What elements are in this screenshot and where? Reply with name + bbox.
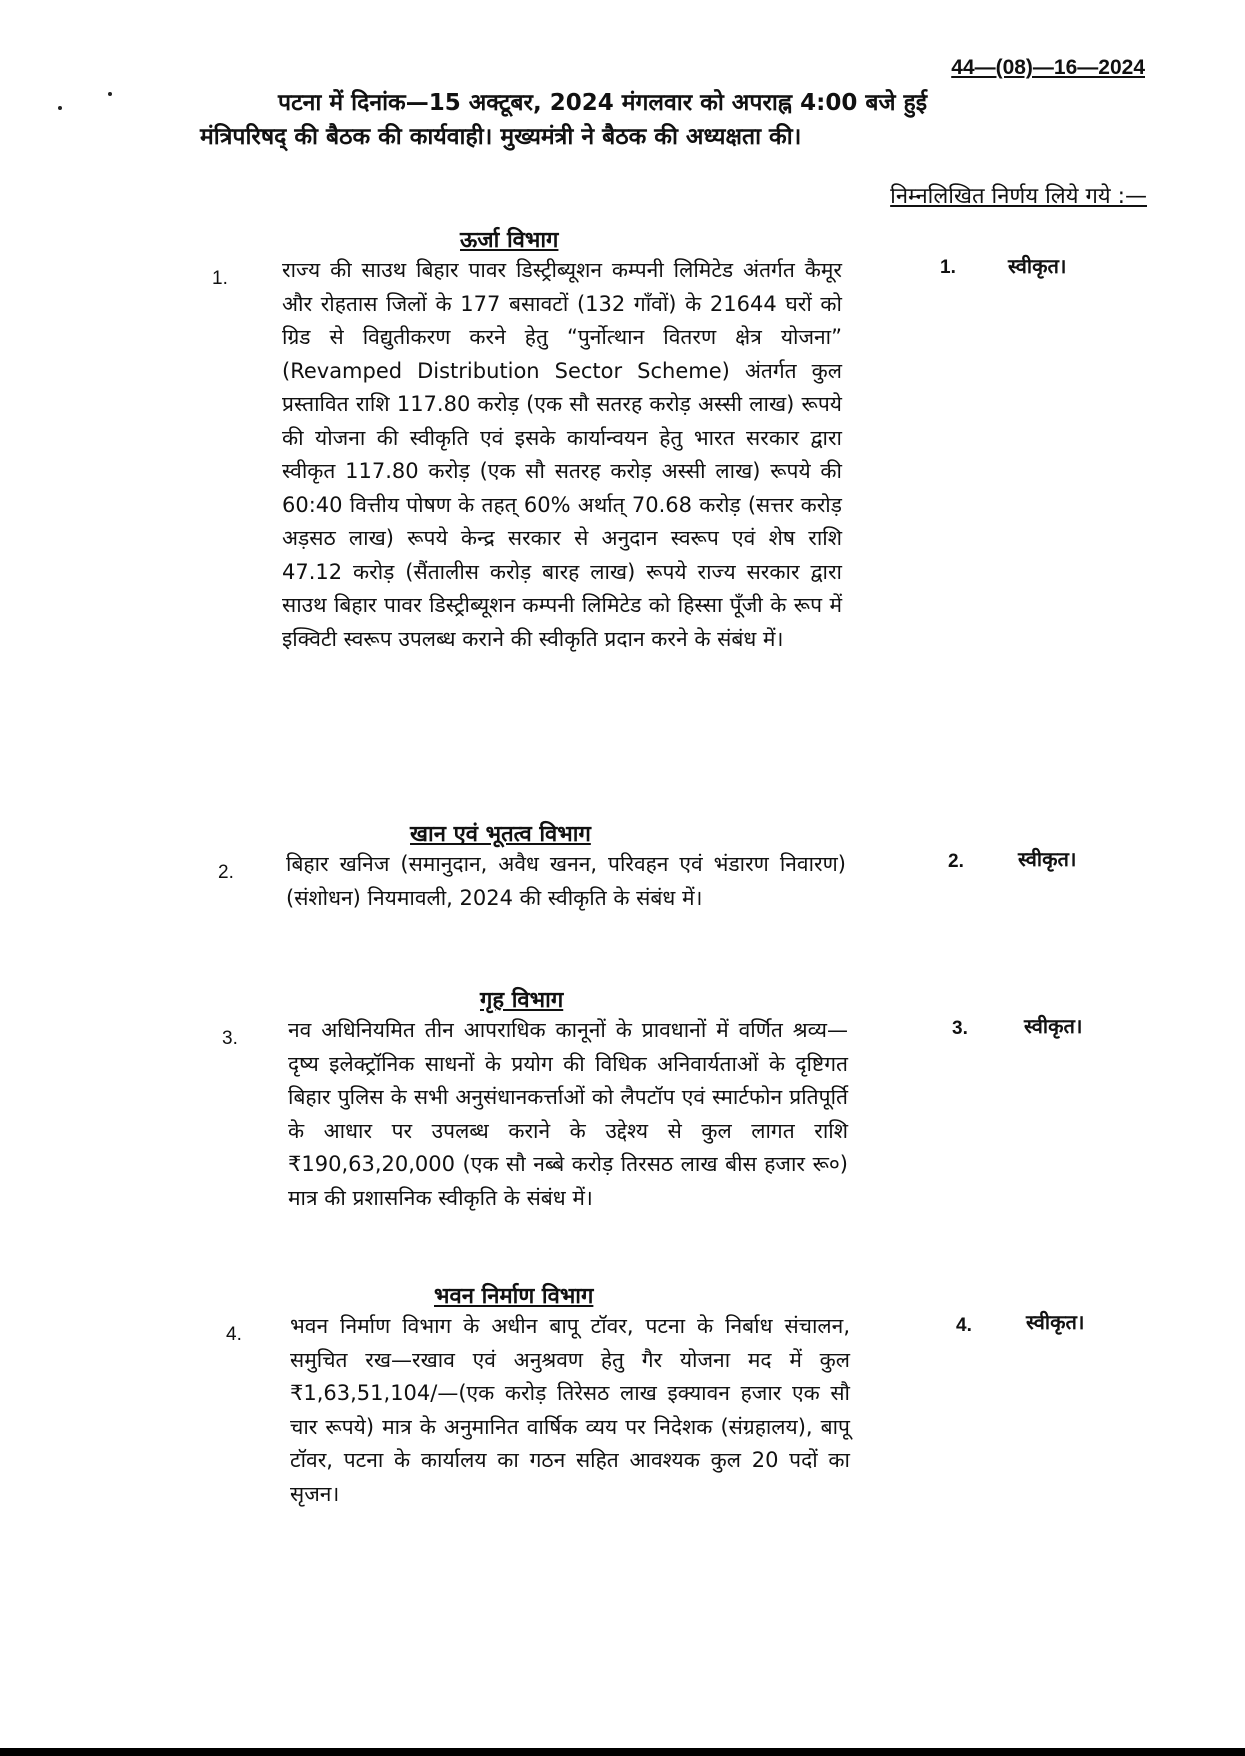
department-title: गृह विभाग — [480, 988, 564, 1013]
item-text: नव अधिनियमित तीन आपराधिक कानूनों के प्रावधानों में वर्णित श्रव्य—दृष्य इलेक्ट्रॉनिक साधनों के प्रयोग की विधिक अनिवार्यताओं के दृष्टिगत बिहार पुलिस के सभी अनुसंधानकर्त्ताओं को लैपटॉप एवं स्मार्टफोन प्रतिपूर्ति के आधार पर उपलब्ध कराने के उद्देश्य से कुल लागत राशि ₹190,63,20,000 (एक सौ नब्बे करोड़ तिरसठ लाख बीस हजार रू०) मात्र की प्रशासनिक स्वीकृति के संबंध में। — [288, 1018, 848, 1210]
scan-speck — [108, 92, 112, 96]
status-label: स्वीकृत। — [1024, 1014, 1083, 1038]
status-number: 3. — [952, 1018, 968, 1039]
decisions-heading: निम्नलिखित निर्णय लिये गये :— — [890, 184, 1147, 209]
scan-bottom-edge — [0, 1748, 1245, 1756]
item-text: बिहार खनिज (समानुदान, अवैध खनन, परिवहन एवं भंडारण निवारण) (संशोधन) नियमावली, 2024 की स्वीकृति के संबंध में। — [286, 852, 846, 910]
status-number: 2. — [948, 851, 964, 872]
meeting-header-line-1: पटना में दिनांक—15 अक्टूबर, 2024 मंगलवार को अपराह्न 4:00 बजे हुई — [278, 90, 928, 116]
status-label: स्वीकृत। — [1026, 1310, 1085, 1334]
item-number: 1. — [212, 268, 228, 289]
status-label: स्वीकृत। — [1018, 847, 1077, 871]
item-number: 3. — [222, 1028, 238, 1049]
item-number: 2. — [218, 862, 234, 883]
meeting-header — [200, 86, 1146, 154]
status-label: स्वीकृत। — [1008, 254, 1067, 278]
scan-speck — [58, 106, 62, 110]
status-number: 4. — [956, 1315, 972, 1336]
department-title: ऊर्जा विभाग — [460, 228, 559, 253]
item-text: राज्य की साउथ बिहार पावर डिस्ट्रीब्यूशन कम्पनी लिमिटेड अंतर्गत कैमूर और रोहतास जिलों के 177 बसावटों (132 गाँवों) के 21644 घरों को ग्रिड से विद्युतीकरण करने हेतु “पुर्नोत्थान वितरण क्षेत्र योजना” (Revamped Distribution Sector Scheme) अंतर्गत कुल प्रस्तावित राशि 117.80 करोड़ (एक सौ सतरह करोड़ अस्सी लाख) रूपये की योजना की स्वीकृति एवं इसके कार्यान्वयन हेतु भारत सरकार द्वारा स्वीकृत 117.80 करोड़ (एक सौ सतरह करोड़ अस्सी लाख) रूपये की 60:40 वित्तीय पोषण के तहत् 60% अर्थात् 70.68 करोड़ (सत्तर करोड़ अड़सठ लाख) रूपये केन्द्र सरकार से अनुदान स्वरूप एवं शेष राशि 47.12 करोड़ (सैंतालीस करोड़ बारह लाख) रूपये राज्य सरकार द्वारा साउथ बिहार पावर डिस्ट्रीब्यूशन कम्पनी लिमिटेड को हिस्सा पूँजी के रूप में इक्विटी स्वरूप उपलब्ध कराने की स्वीकृति प्रदान करने के संबंध में। — [282, 258, 842, 651]
item-number: 4. — [226, 1324, 242, 1345]
status-number: 1. — [940, 257, 956, 278]
department-title: खान एवं भूतत्व विभाग — [410, 822, 591, 847]
meeting-header-line-2: मंत्रिपरिषद् की बैठक की कार्यवाही। मुख्यमंत्री ने बैठक की अध्यक्षता की। — [200, 124, 802, 150]
department-title: भवन निर्माण विभाग — [434, 1284, 594, 1309]
document-reference: 44—(08)—16—2024 — [951, 56, 1145, 79]
item-text: भवन निर्माण विभाग के अधीन बापू टॉवर, पटना के निर्बाध संचालन, समुचित रख—रखाव एवं अनुश्रवण हेतु गैर योजना मद में कुल ₹1,63,51,104/—(एक करोड़ तिरेसठ लाख इक्यावन हजार एक सौ चार रूपये) मात्र के अनुमानित वार्षिक व्यय पर निदेशक (संग्रहालय), बापू टॉवर, पटना के कार्यालय का गठन सहित आवश्यक कुल 20 पदों का सृजन। — [290, 1314, 850, 1506]
